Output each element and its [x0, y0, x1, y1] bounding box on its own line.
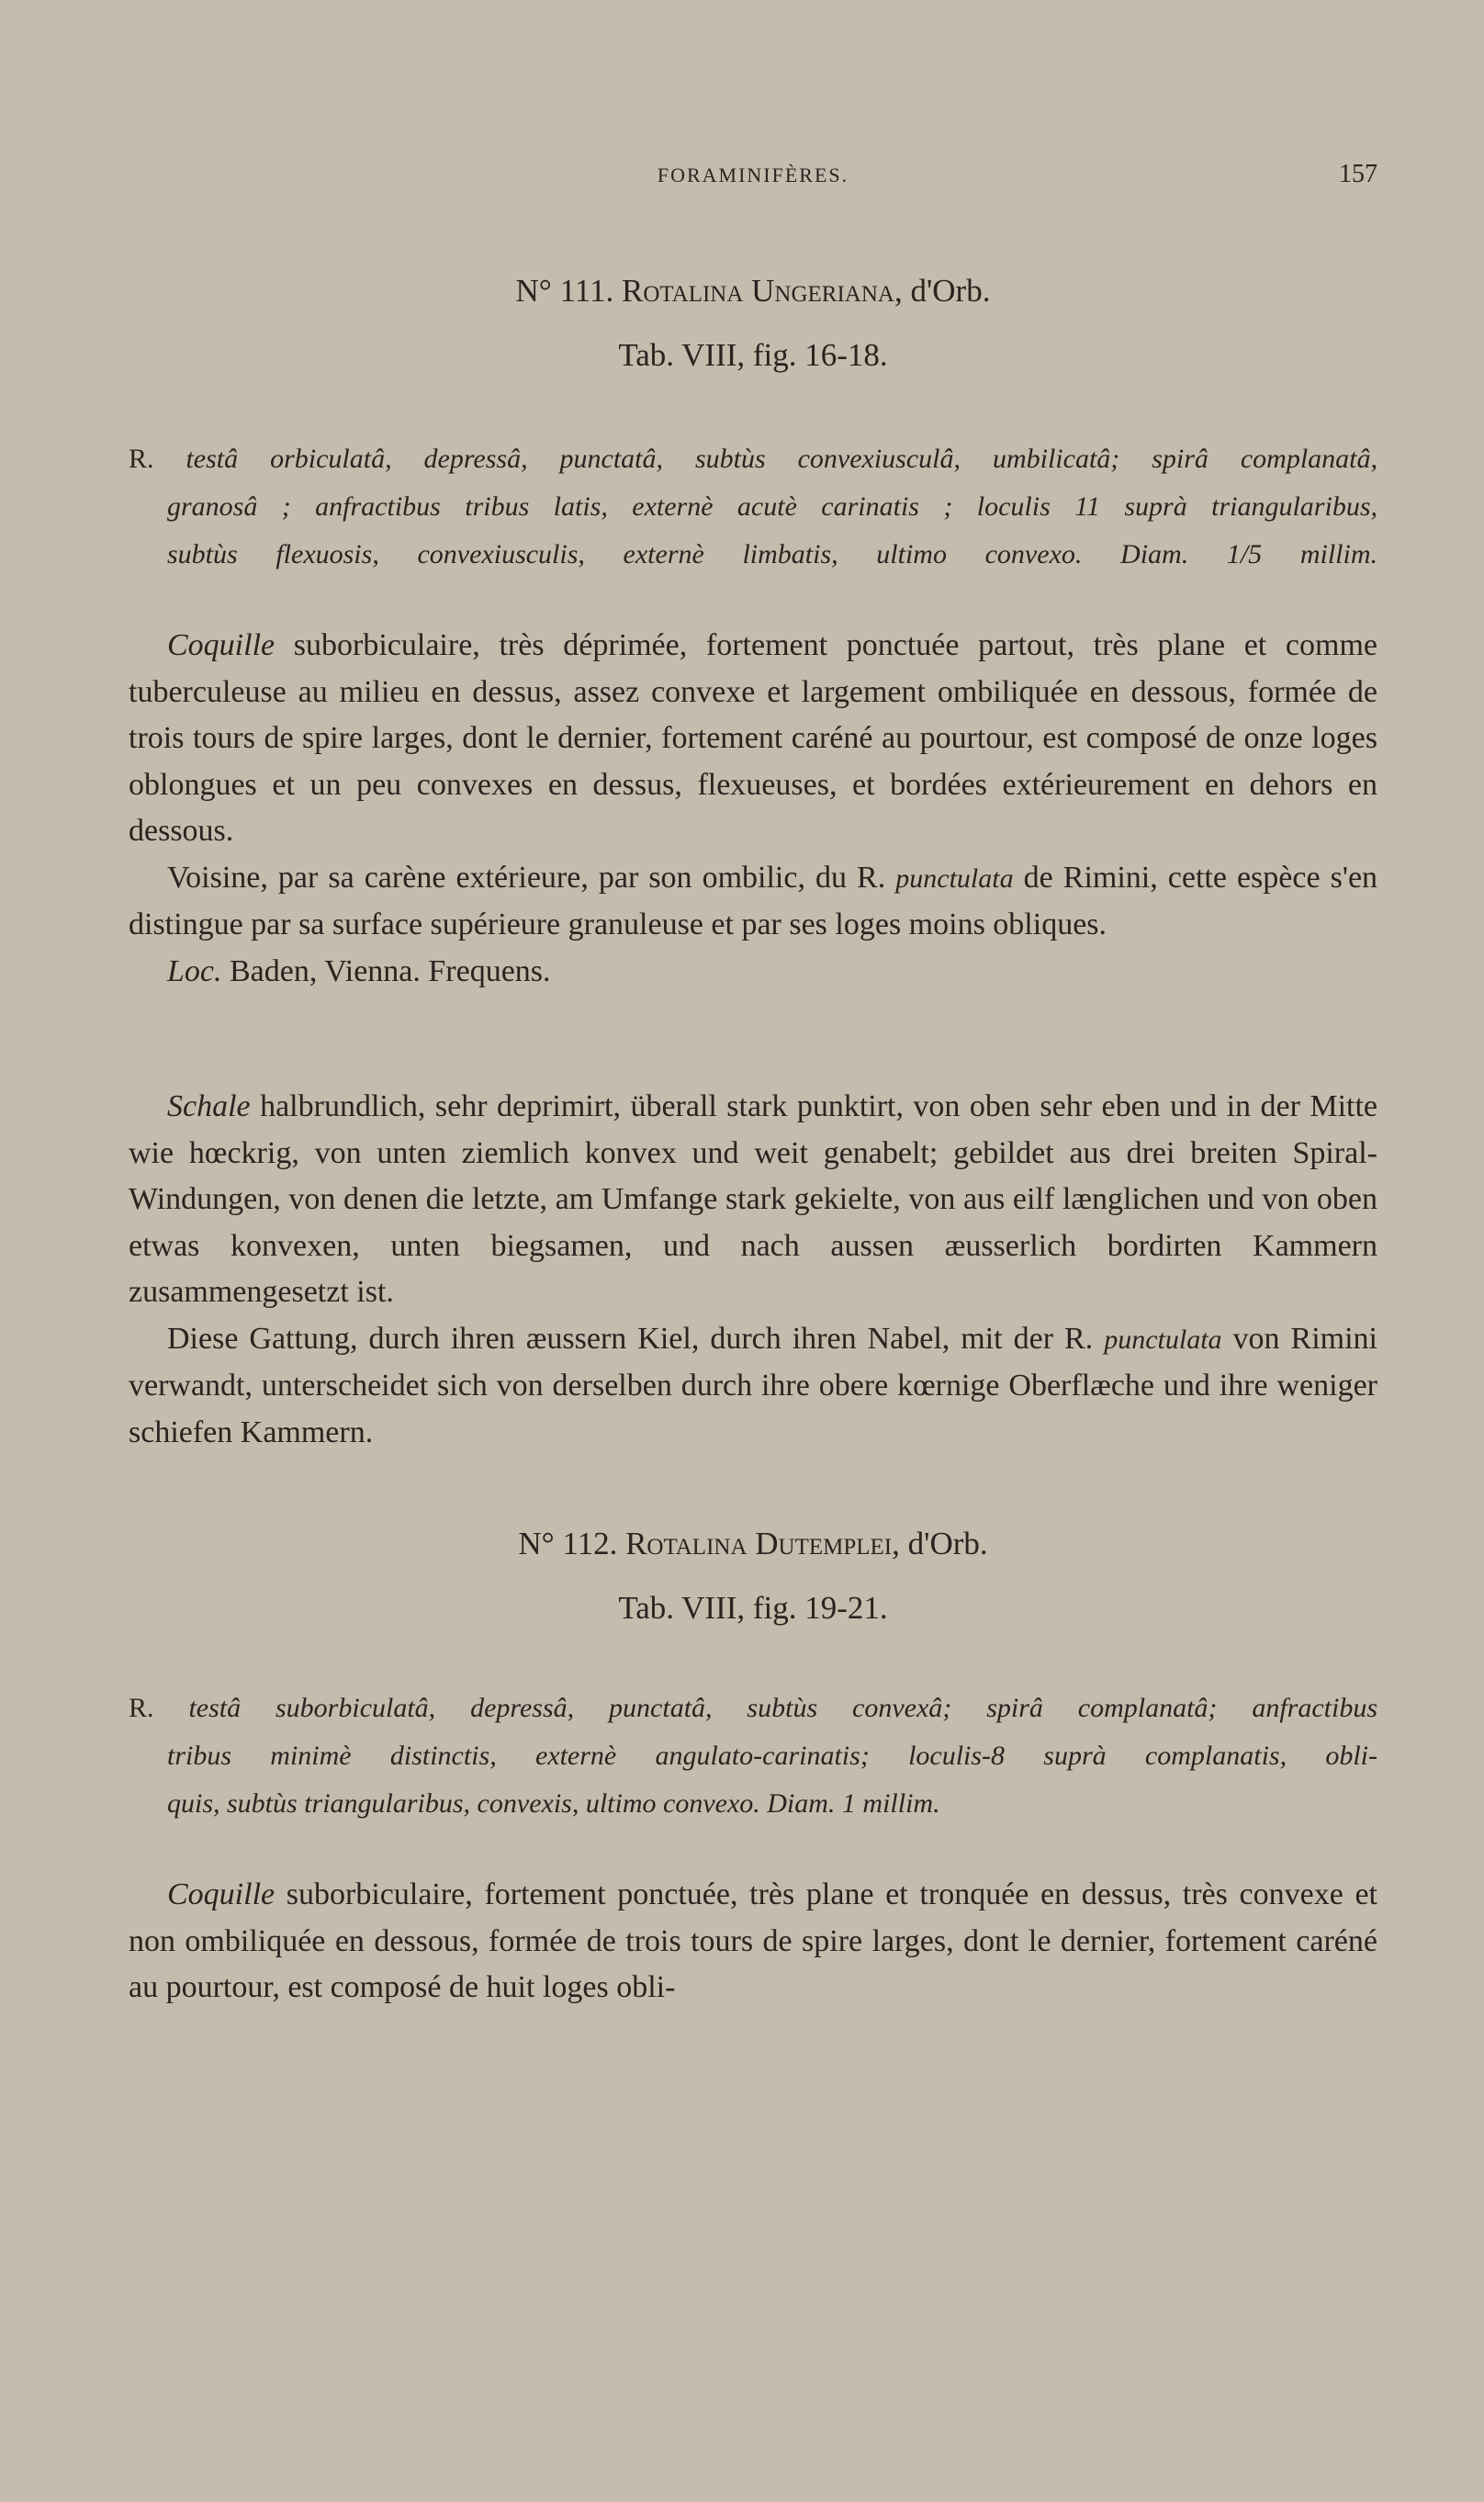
species-author: , d'Orb.: [894, 273, 991, 309]
latin-line: quis, subtùs triangularibus, convexis, ultimo convexo. Diam. 1 millim.: [167, 1788, 940, 1819]
species-heading-112: [129, 1523, 1377, 1565]
latin-line: R. testâ orbiculatâ, depressâ, punctatâ, subtùs convexiusculâ, umbilicatâ; spirâ complanatâ,: [129, 444, 1378, 474]
genus-abbrev: R.: [129, 1693, 154, 1723]
species-heading-111: [129, 270, 1377, 312]
page-number: 157: [1339, 160, 1377, 188]
latin-diagnosis-111: [129, 435, 1377, 579]
figure-reference-111: Tab. VIII, fig. 16-18.: [618, 337, 888, 373]
paragraph: Diese Gattung, durch ihren æussern Kiel, durch ihren Nabel, mit der R. punctulata von Rimini verwandt, unterscheidet sich von derselben durch ihre obere kœrnige Oberflæche und ihre weniger schiefen Kammern.: [129, 1321, 1377, 1449]
species-number: N° 111.: [515, 273, 614, 309]
paragraph: Schale halbrundlich, sehr deprimirt, überall stark punktirt, von oben sehr eben und in der Mitte wie hœckrig, von unten ziemlich konvex und weit genabelt; gebildet aus drei breiten Spiral-Windungen, von denen die letzte, am Umfange stark gekielte, von aus eilf længlichen und von oben etwas konvexen, unten biegsamen, und nach aussen æusserlich bordirten Kammern zusammengesetzt ist.: [129, 1089, 1378, 1309]
species-name: Rotalina Ungeriana: [621, 273, 894, 309]
latin-line: granosâ ; anfractibus tribus latis, externè acutè carinatis ; loculis 11 suprà triangularibus,: [167, 491, 1377, 522]
species-author: , d'Orb.: [892, 1526, 988, 1561]
paragraph: Voisine, par sa carène extérieure, par son ombilic, du R. punctulata de Rimini, cette espèce s'en distingue par sa surface supérieure granuleuse et par ses loges moins obliques.: [129, 860, 1378, 941]
running-title: FORAMINIFÈRES.: [657, 163, 849, 186]
figure-reference-112: Tab. VIII, fig. 19-21.: [618, 1590, 888, 1626]
running-head: [129, 160, 1377, 197]
species-name: Rotalina Dutemplei: [625, 1526, 893, 1561]
paragraph: Coquille suborbiculaire, très déprimée, fortement ponctuée partout, très plane et comme tuberculeuse au milieu en dessus, assez convexe et largement ombiliquée en dessous, formée de trois tours de spire larges, dont le dernier, fortement caréné au pourtour, est composé de onze loges oblongues et un peu convexes en dessus, flexueuses, et bordées extérieurement en dehors en dessous.: [129, 628, 1377, 848]
french-description-112: [129, 1872, 1377, 2012]
latin-diagnosis-112: [129, 1685, 1377, 1828]
paragraph: Coquille suborbiculaire, fortement ponctuée, très plane et tronquée en dessus, très convexe et non ombiliquée en dessous, formée de trois tours de spire larges, dont le dernier, fortement caréné au pourtour, est composé de huit loges obli-: [129, 1877, 1377, 2004]
locality: Loc. Baden, Vienna. Frequens.: [167, 953, 551, 988]
species-number: N° 112.: [518, 1526, 618, 1561]
latin-line: tribus minimè distinctis, externè angulato-carinatis; loculis-8 suprà complanatis, obli-: [167, 1741, 1377, 1771]
german-description-111: [129, 1084, 1377, 1456]
latin-line: subtùs flexuosis, convexiusculis, externè limbatis, ultimo convexo. Diam. 1/5 millim.: [167, 539, 1377, 569]
french-description-111: [129, 623, 1377, 995]
latin-line: R. testâ suborbiculatâ, depressâ, punctatâ, subtùs convexâ; spirâ complanatâ; anfractibus: [129, 1693, 1378, 1723]
genus-abbrev: R.: [129, 444, 154, 474]
